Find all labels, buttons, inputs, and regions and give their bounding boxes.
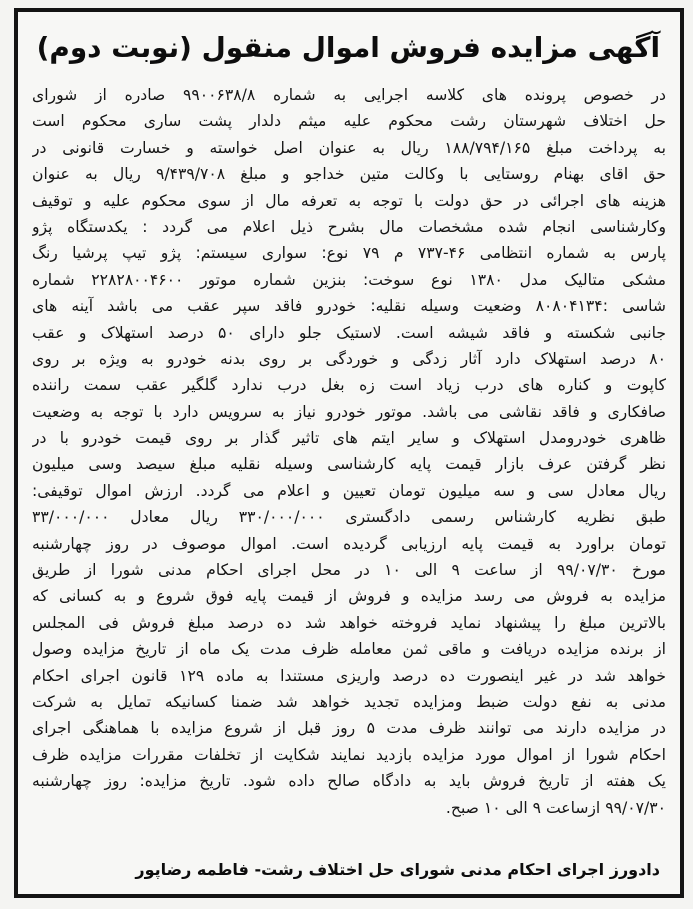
body-line-20: مزایده به فروش می رسد مزایده و فروش از قیمت پایه فوق شروع و به کسانی که bbox=[32, 587, 666, 606]
body-line-28: ۹۹/۰۷/۳۰ ازساعت ۹ الی ۱۰ صبح. bbox=[445, 798, 666, 817]
body-line-22: از برنده مزایده دریافت و ماقی ثمن معامله ظرف مدت یک ماه از تاریخ مزایده وصول bbox=[32, 640, 666, 659]
body-line-6: وکارشناسی انجام شده مشخصات مال بشرح ذیل اعلام می گردد : یکدستگاه پژو bbox=[32, 217, 666, 236]
body-line-26: احکام شورا از اموال مورد مزایده بازدید نمایند شکایت از تخلفات مقررات مزایده ظرف bbox=[32, 745, 666, 764]
body-line-18: تومان براورد به قیمت پایه ارزیابی گردیده است. اموال موصوف در روز چهارشنبه bbox=[32, 534, 666, 553]
body-line-21: بالاترین مبلغ را پیشنهاد نماید فروخته خواهد شد ده درصد مبلغ فروش فی المجلس bbox=[32, 613, 666, 632]
body-line-23: خواهد شد در غیر اینصورت ده درصد واریزی مستندا به ماده ۱۲۹ قانون اجرای احکام bbox=[32, 666, 666, 685]
body-line-3: به پرداخت مبلغ ۱۸۸/۷۹۴/۱۶۵ ریال به عنوان اصل خواسته و خسارت قانونی در bbox=[32, 138, 666, 157]
notice-body bbox=[32, 82, 666, 821]
notice-signature: دادورز اجرای احکام مدنی شورای حل اختلاف رشت- فاطمه رضاپور bbox=[135, 860, 660, 879]
body-line-25: در مزایده دارند می توانند ظرف مدت ۵ روز قبل از شروع مزایده با هماهنگی اجرای bbox=[32, 719, 666, 738]
body-line-1: در خصوص پرونده های کلاسه اجرایی به شماره ۹۹۰۰۶۳۸/۸ صادره از شورای bbox=[32, 86, 666, 104]
body-line-13: صافکاری و فاقد نقاشی می باشد. موتور خودرو نیاز به سرویس دارد با توجه به وضعیت bbox=[32, 402, 666, 421]
body-line-9: شاسی :۸۰۸۰۴۱۳۴ وضعیت وسیله نقلیه: خودرو فاقد سپر عقب می باشد آینه های bbox=[32, 297, 666, 316]
body-line-19: مورخ ۹۹/۰۷/۳۰ از ساعت ۹ الی ۱۰ در محل اجرای احکام مدنی شورا از طریق bbox=[32, 561, 666, 580]
body-line-10: جانبی شکسته و فاقد شیشه است. لاستیک جلو دارای ۵۰ درصد استهلاک و عقب bbox=[32, 323, 666, 342]
body-line-11: ۸۰ درصد استهلاک دارد آثار زدگی و خوردگی بر روی بدنه خودرو به ویژه بر روی bbox=[32, 349, 666, 368]
body-line-15: نظر گرفتن عرف بازار قیمت پایه کارشناسی وسیله نقلیه مبلغ سیصد وسی میلیون bbox=[32, 455, 666, 474]
notice-title: آگهی مزایده فروش اموال منقول (نوبت دوم) bbox=[36, 31, 660, 64]
notice-frame bbox=[14, 8, 684, 898]
body-line-17: طبق نظریه کارشناس رسمی دادگستری ۳۳۰/۰۰۰/۰۰۰ ریال معادل ۳۳/۰۰۰/۰۰۰ bbox=[32, 508, 666, 527]
body-line-27: یک هفته از تاریخ فروش باید به دادگاه صالح داده شود. تاریخ مزایده: روز چهارشنبه bbox=[32, 772, 666, 791]
body-line-8: مشکی متالیک مدل ۱۳۸۰ نوع سوخت: بنزین شماره موتور ۲۲۸۲۸۰۰۴۶۰۰ شماره bbox=[32, 270, 666, 289]
body-line-4: حق اقای بهنام روستایی با وکالت متین خداجو و مبلغ ۹/۴۳۹/۷۰۸ ریال به عنوان bbox=[32, 165, 666, 184]
body-line-7: پارس به شماره انتظامی ۴۶-۷۳۷ م ۷۹ نوع: سواری سیستم: پژو تیپ پرشیا رنگ bbox=[32, 244, 666, 263]
body-line-5: هزینه های اجرائی در حق دولت با توجه به تعرفه مال از سوی محکوم علیه و توقیف bbox=[32, 191, 666, 210]
body-line-12: کاپوت و کناره های درب زیاد است زه بغل درب ندارد گلگیر عقب سمت راننده bbox=[32, 376, 666, 395]
body-line-2: حل اختلاف شهرستان رشت محکوم علیه میثم دلدار پشت ساری محکوم است bbox=[32, 112, 666, 131]
body-line-14: ظاهری خودرومدل استهلاک و سایر ایتم های تاثیر گذار بر روی قیمت خودرو با در bbox=[32, 429, 666, 448]
body-line-24: مدنی به نفع دولت ضبط ومزایده تجدید خواهد شد ضمنا کسانیکه تمایل به شرکت bbox=[32, 692, 666, 711]
body-line-16: ریال معادل سی و سه میلیون تومان تعیین و اعلام می گردد. ارزش اموال توقیفی: bbox=[32, 481, 666, 500]
